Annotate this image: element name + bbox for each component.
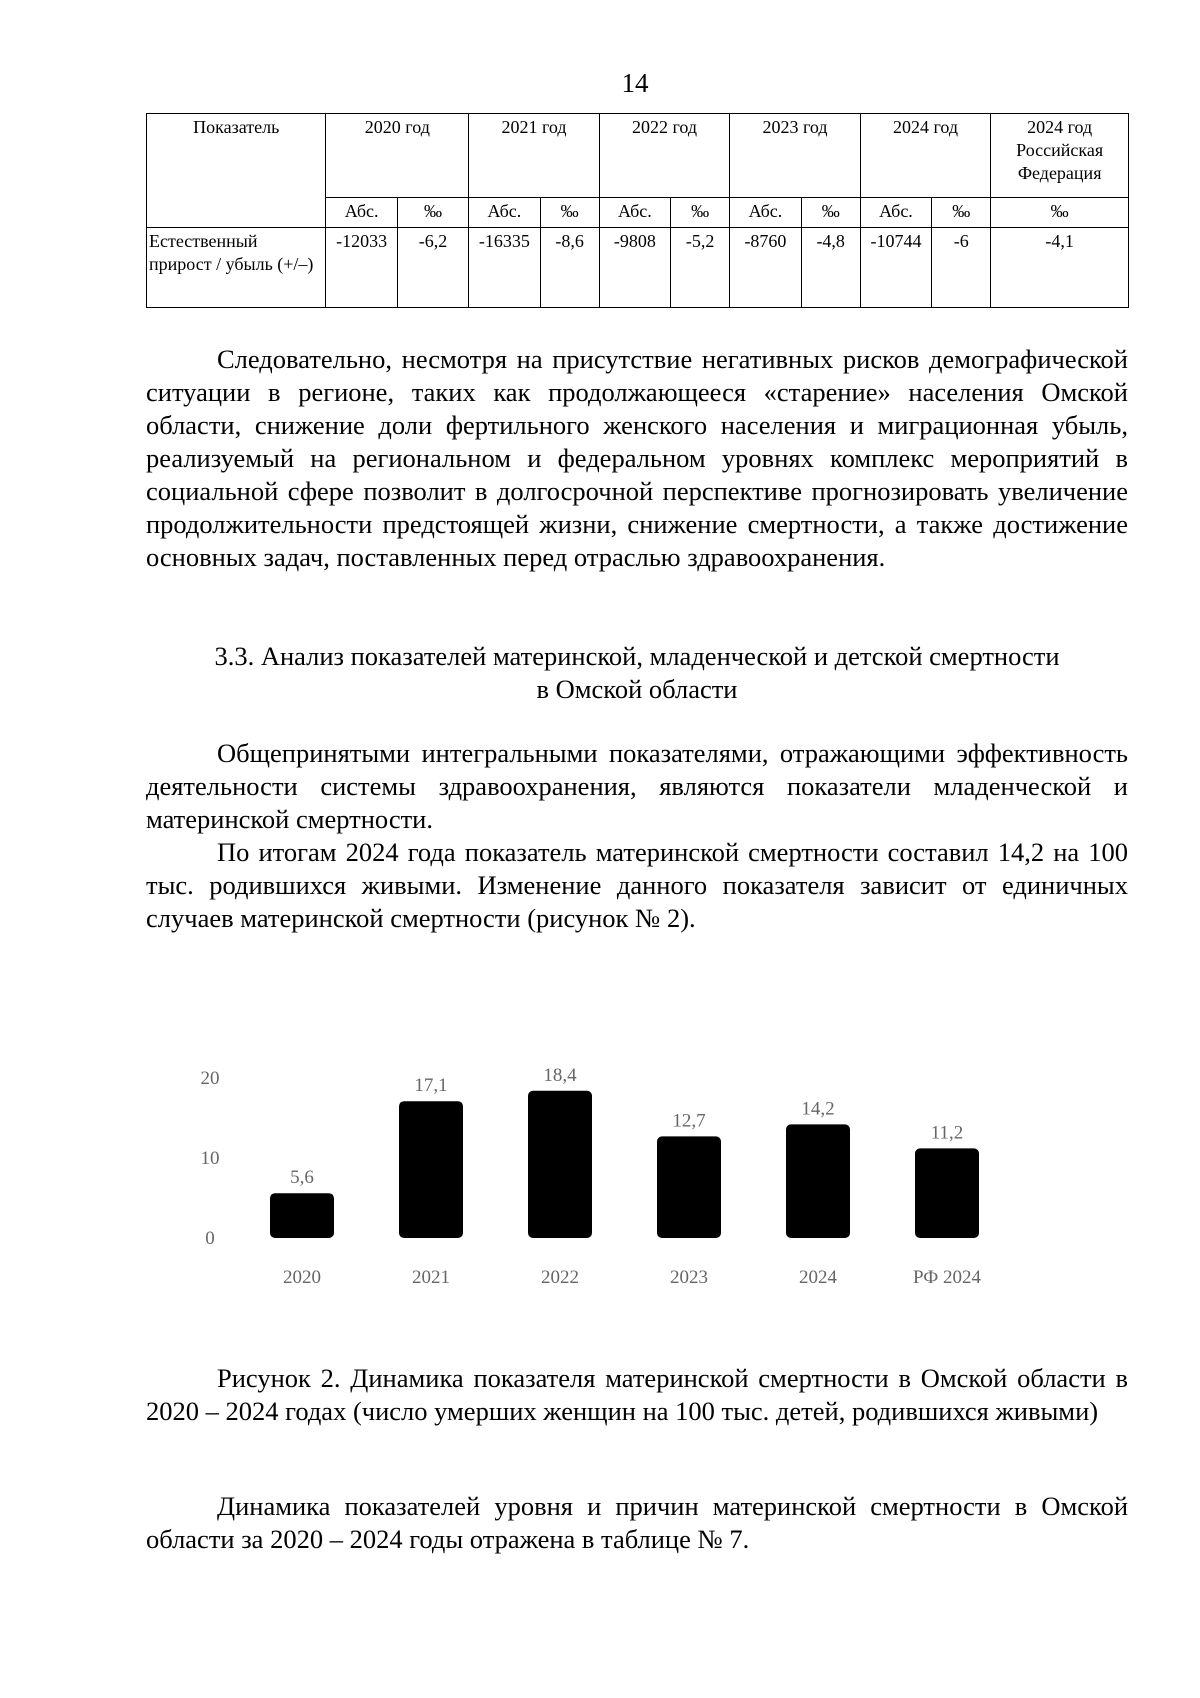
caption-text: Рисунок 2. Динамика показателя материнской смертности в Омской области в 2020 – 2024 годах (число умерших женщин на 100 тыс. детей, родившихся живыми)	[146, 1363, 1128, 1426]
natural-growth-table	[146, 113, 1129, 308]
x-tick-label: 2021	[412, 1267, 450, 1288]
page-number: 14	[621, 68, 649, 98]
conclusion-paragraph	[146, 343, 1128, 574]
chart-bar	[915, 1148, 979, 1238]
chart-bar	[528, 1091, 592, 1238]
header-year: 2023 год	[730, 114, 861, 198]
section-heading-line: в Омской области	[536, 674, 738, 704]
bar-value-label: 5,6	[290, 1167, 314, 1189]
x-tick-label: 2022	[541, 1267, 579, 1288]
paragraph-text: Динамика показателей уровня и причин материнской смертности в Омской области за 2020 – 2024 годы отражена в таблице № 7.	[146, 1491, 1128, 1554]
chart-bar	[786, 1124, 850, 1238]
header-year: 2020 год	[326, 114, 469, 198]
y-tick-label: 20	[200, 1068, 220, 1089]
x-tick-label: 2024	[799, 1267, 837, 1288]
bar-value-label: 14,2	[801, 1098, 835, 1120]
subheader-abs: Абс.	[730, 198, 801, 228]
header-year: 2022 год	[599, 114, 730, 198]
x-tick-label: 2020	[283, 1267, 321, 1288]
table-row	[147, 228, 1129, 308]
subheader-permille: ‰	[801, 198, 860, 228]
chart-bar	[399, 1101, 463, 1238]
section-heading-line: 3.3. Анализ показателей материнской, младенческой и детской смертности	[214, 641, 1060, 671]
bar-value-label: 18,4	[543, 1064, 577, 1086]
header-rf: 2024 год Российская Федерация	[991, 114, 1129, 198]
bar-value-label: 17,1	[414, 1075, 448, 1097]
subheader-abs: Абс.	[326, 198, 397, 228]
subheader-abs: Абс.	[469, 198, 540, 228]
header-indicator: Показатель	[147, 114, 326, 228]
y-tick-label: 0	[205, 1228, 215, 1249]
y-tick-label: 10	[200, 1148, 220, 1169]
cell-rf: -4,1	[991, 228, 1129, 308]
chart-bar	[657, 1136, 721, 1238]
subheader-permille: ‰	[991, 198, 1129, 228]
cell-abs: -10744	[860, 228, 931, 308]
subheader-permille: ‰	[671, 198, 730, 228]
subheader-abs: Абс.	[599, 198, 670, 228]
x-tick-label: РФ 2024	[912, 1267, 982, 1288]
cell-permille: -6	[932, 228, 991, 308]
integral-paragraph	[146, 737, 1128, 935]
bar-value-label: 12,7	[672, 1110, 706, 1132]
cell-permille: -4,8	[801, 228, 860, 308]
cell-permille: -5,2	[671, 228, 730, 308]
section-heading	[146, 640, 1128, 706]
maternal-mortality-chart	[190, 1040, 1010, 1290]
subheader-permille: ‰	[397, 198, 468, 228]
cell-permille: -8,6	[540, 228, 599, 308]
x-tick-label: 2023	[670, 1267, 708, 1288]
figure-caption	[146, 1362, 1128, 1428]
paragraph-text: Следовательно, несмотря на присутствие негативных рисков демографической ситуации в регионе, таких как продолжающееся «старение» населения Омской области, снижение доли фертильного женского населения и миграционная убыль, реализуемый на региональном и федеральном уровнях комплекс мероприятий в социальной сфере позволит в долгосрочной перспективе прогнозировать увеличение продолжительности предстоящей жизни, снижение смертности, а также достижение основных задач, поставленных перед отраслью здравоохранения.	[146, 344, 1128, 572]
paragraph-text: По итогам 2024 года показатель материнской смертности составил 14,2 на 100 тыс. родившихся живыми. Изменение данного показателя зависит от единичных случаев материнской смертности (рисунок № 2).	[146, 837, 1128, 933]
cell-abs: -8760	[730, 228, 801, 308]
subheader-permille: ‰	[932, 198, 991, 228]
row-label: Естественный прирост / убыль (+/–)	[147, 228, 326, 308]
subheader-permille: ‰	[540, 198, 599, 228]
header-year: 2024 год	[860, 114, 991, 198]
subheader-abs: Абс.	[860, 198, 931, 228]
table-header-row	[147, 114, 1129, 198]
dynamics-paragraph	[146, 1490, 1128, 1556]
cell-abs: -16335	[469, 228, 540, 308]
cell-abs: -9808	[599, 228, 670, 308]
chart-bar	[270, 1193, 334, 1238]
cell-abs: -12033	[326, 228, 397, 308]
paragraph-text: Общепринятыми интегральными показателями, отражающими эффективность деятельности системы здравоохранения, являются показатели младенческой и материнской смертности.	[146, 738, 1128, 834]
bar-value-label: 11,2	[930, 1122, 964, 1144]
cell-permille: -6,2	[397, 228, 468, 308]
header-year: 2021 год	[469, 114, 600, 198]
